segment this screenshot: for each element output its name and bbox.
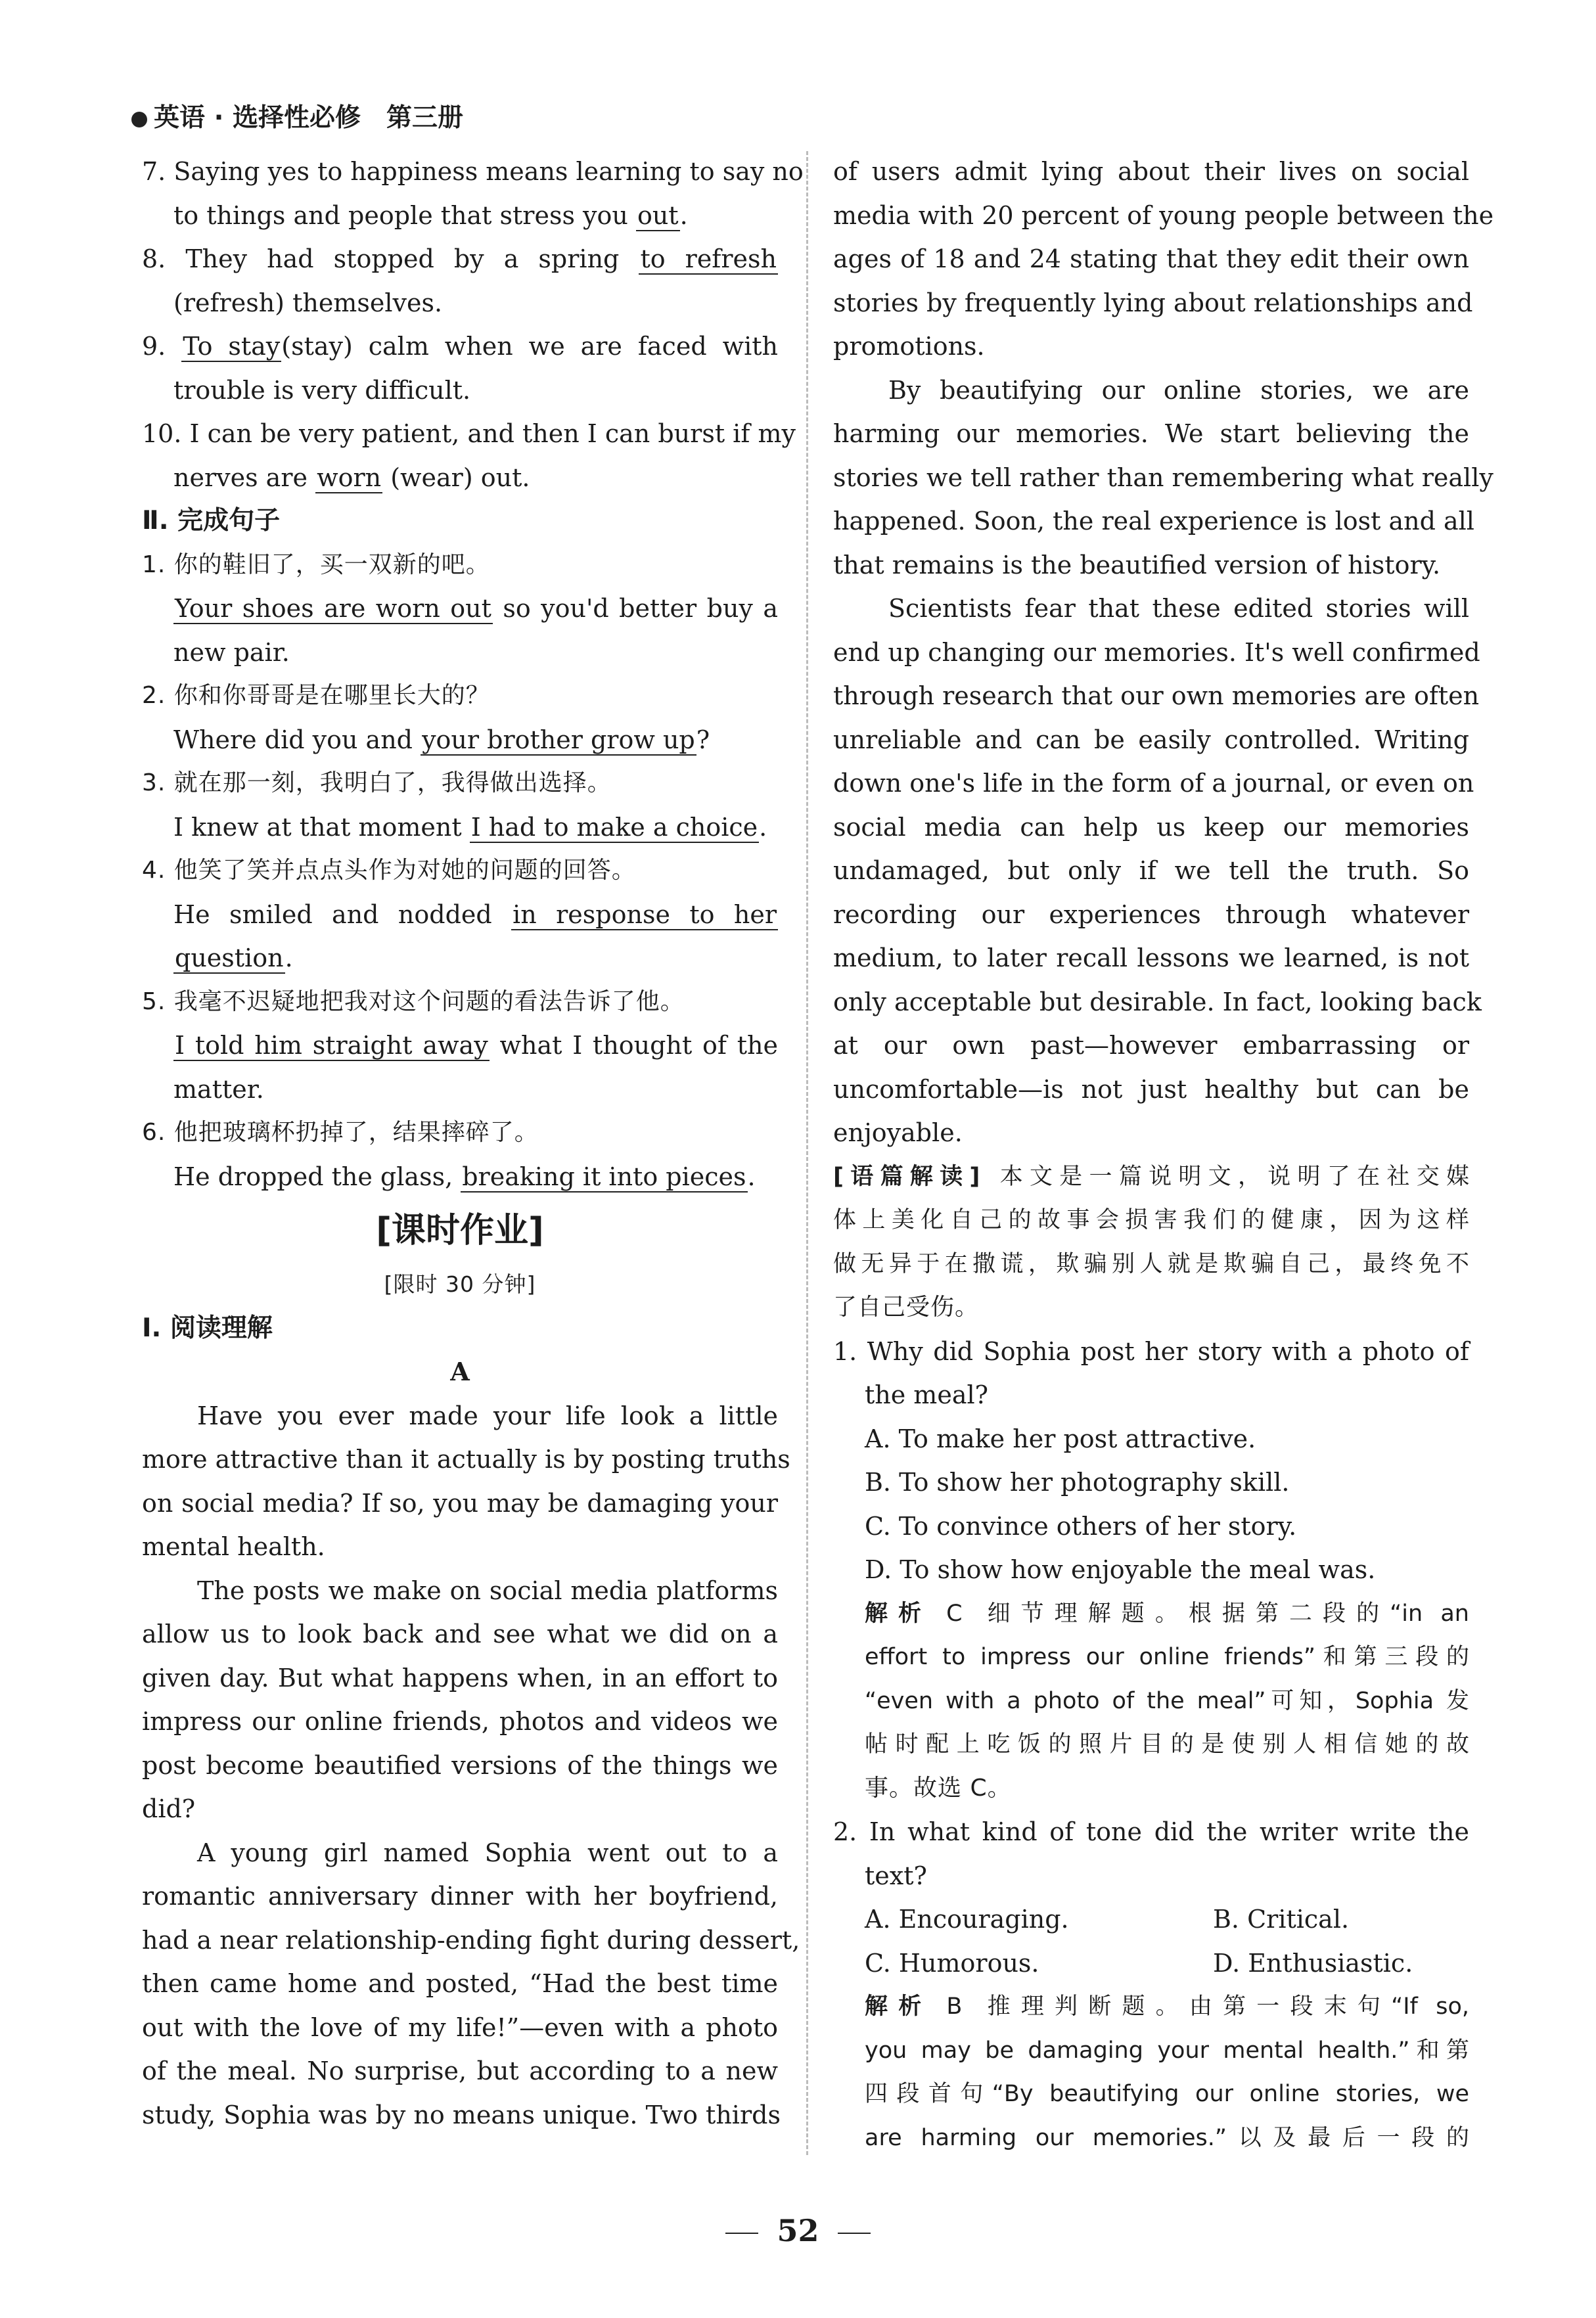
sentence-6-english: He dropped the glass, breaking it into pieces. [173, 1162, 756, 1191]
sentence-2-english: Where did you and your brother grow up? [173, 725, 710, 754]
fill-question-7: 7. Saying yes to happiness means learning to say no [142, 157, 804, 186]
passage-paragraph-5: Scientists fear that these edited stories will end up changing our memories. It's well confirmed through research that our own memories are often unreliable and can be easily controlled. Writing down one's life in the form of a journal, or even on social media can help us keep our memories undamaged, but only if we tell the truth. So recording our experiences through whatever medium, to later recall lessons we learned, is not only acceptable but desirable. In fact, looking back at our own past—however embarrassing or uncomfortable—is not just healthy but can be enjoyable. [833, 594, 1482, 1147]
option-b: B. To show her photography skill. [865, 1468, 1290, 1497]
answer-blank: to refresh [640, 244, 777, 273]
passage-analysis: [语篇解读] 本文是一篇说明文，说明了在社交媒 体上美化自己的故事会损害我们的健康，因为这样 做无异于在撒谎，欺骗别人就是欺骗自己，最终免不 了自己受伤。 [833, 1163, 1469, 1321]
passage-paragraph-3-continued: of users admit lying about their lives on social media with 20 percent of young people between the ages of 18 and 24 stating that they edit their own stories by frequently lying about relationships and promotions. [833, 157, 1494, 361]
sentence-5-chinese: 5. 我毫不迟疑地把我对这个问题的看法告诉了他。 [142, 988, 685, 1015]
header-title: 英语 · 选择性必修 第三册 [154, 103, 463, 133]
option-c: C. To convince others of her story. [865, 1511, 1297, 1541]
sentence-3-chinese: 3. 就在那一刻，我明白了，我得做出选择。 [142, 769, 612, 796]
right-column [833, 150, 1494, 2160]
analysis-label: [语篇解读] [833, 1163, 980, 1190]
answer-letter: B [946, 1993, 963, 2020]
question-2: 2. In what kind of tone did the writer write the text? A. Encouraging. B. Critical. C. Humorous. D. Enthusiastic. 解析 B 推理判断题。由第一段末句“If so, you may be damaging your mental health.”和第 四段首句“By beautifying our online stories, we are harming our memories.”以及最后一段的 [833, 1817, 1469, 2151]
running-header [131, 97, 463, 134]
answer-blank: worn [317, 463, 382, 492]
column-divider [806, 151, 808, 2155]
sentence-1-chinese: 1. 你的鞋旧了，买一双新的吧。 [142, 551, 490, 578]
bullet-icon [131, 112, 147, 127]
explanation-1: 解析 C 细节理解题。根据第二段的“in an [865, 1600, 1469, 1627]
passage-paragraph-4: By beautifying our online stories, we are harming our memories. We start believing the stories we tell rather than remembering what really happened. Soon, the real experience is lost and all that remains is the beautified version of history. [833, 375, 1493, 580]
passage-paragraph-1: Have you ever made your life look a little more attractive than it actually is by posting truths on social media? If so, you may be damaging your mental health. [142, 1401, 790, 1561]
sentence-3-english: I knew at that moment I had to make a choice. [173, 812, 767, 842]
time-limit: [限时 30 分钟] [384, 1271, 536, 1297]
passage-paragraph-3: A young girl named Sophia went out to a romantic anniversary dinner with her boyfriend, had a near relationship-ending fight during dessert, then came home and posted, “Had the best time out with the love of my life!”—even with a photo of the meal. No surprise, but according to a new study, Sophia was by no means unique. Two thirds [142, 1838, 800, 2129]
sentence-4-chinese: 4. 他笑了笑并点点头作为对她的问题的回答。 [142, 857, 636, 884]
homework-title: [课时作业] [376, 1211, 544, 1250]
fill-question-8: 8. They had stopped by a spring to refresh [142, 244, 777, 273]
passage-label: A [450, 1357, 470, 1386]
passage-paragraph-2: The posts we make on social media platforms allow us to look back and see what we did on a given day. But what happens when, in an effort to impress our online friends, photos and videos we post become beautified versions of the things we did? [142, 1576, 778, 1823]
answer-blank: To stay [183, 332, 281, 361]
section-heading-reading: Ⅰ. 阅读理解 [142, 1313, 273, 1343]
explanation-2: 解析 B 推理判断题。由第一段末句“If so, [865, 1993, 1469, 2020]
fill-question-10: 10. I can be very patient, and then I can burst if my [142, 419, 796, 448]
option-c: C. Humorous. [865, 1948, 1039, 1978]
option-b: B. Critical. [1213, 1905, 1350, 1934]
option-a: A. Encouraging. [865, 1905, 1069, 1934]
sentence-4-english: He smiled and nodded in response to her [173, 899, 777, 929]
option-a: A. To make her post attractive. [865, 1424, 1256, 1453]
answer-blank: out [637, 200, 679, 230]
page-number: 52 [0, 2213, 1596, 2248]
sentence-6-chinese: 6. 他把玻璃杯扔掉了，结果摔碎了。 [142, 1119, 539, 1146]
fill-question-9: 9. To stay(stay) calm when we are faced with [142, 332, 778, 361]
section-heading-complete-sentences: Ⅱ. 完成句子 [142, 506, 281, 535]
answer-letter: C [946, 1600, 963, 1627]
sentence-2-chinese: 2. 你和你哥哥是在哪里长大的？ [142, 682, 490, 709]
question-1: 1. Why did Sophia post her story with a photo of the meal? A. To make her post attractive. B. To show her photography skill. C. To convince others of her story. D. To show how enjoyable the meal was. 解析 C 细节理解题。根据第二段的“in an effort to impress our online friends”和第三段的 “even with a photo of the meal”可知，Sophia 发 帖时配上吃饭的照片目的是使别人相信她的故 事。故选 C。 [833, 1336, 1469, 1802]
sentence-1-english: Your shoes are worn out so you'd better buy a [175, 594, 778, 623]
left-column: 7. Saying yes to happiness means learning to say no to things and people that stress you out. 8. They had stopped by a spring to refresh (refresh) themselves. 9. To stay(stay) calm when we are faced with trouble is very difficult. 10. I can be very patient, and then I can burst if my nerves are worn (wear) out. Ⅱ. 完成句子 1. 你的鞋旧了，买一双新的吧。 Your shoes are worn out so you'd better buy a new pair. 2. 你和你哥哥是在哪里长大的？ Where did you and your brother grow up? 3. 就在那一刻，我明白了，我得做出选择。 I knew at that moment I had to make a choice. 4. 他笑了笑并点点头作为对她的问题的回答。 He smiled and nodded in response to her question. 5. 我毫不迟疑地把我对这个问题的看法告诉了他。 I told him straight away what I thought of the matter. 6. 他把玻璃杯扔掉了，结果摔碎了。 He dropped the glass, breaking it into pieces. [课时作业] [限时 30 分钟] Ⅰ. 阅读理解 A Have you ever made your life look a little more attractive than it actually is by posting truths on social media? If so, you may be damaging your mental health. The posts we make on social media platforms allow us to look back and see what we did on a given day. But what happens when, in an effort to impress our online friends, photos and videos we post become beautified versions of the things we did? A young girl named Sophia went out to a romantic anniversary dinner with her boyfriend, had a near relationship-ending fight during dessert, then came home and posted, “Had the best time out with the love of my life!”—even with a photo of the meal. No surprise, but according to a new study, Sophia was by no means unique. Two thirds [142, 150, 778, 2137]
option-d: D. Enthusiastic. [1213, 1948, 1413, 1978]
option-d: D. To show how enjoyable the meal was. [865, 1555, 1376, 1584]
sentence-5-english: I told him straight away what I thought of the [175, 1031, 779, 1060]
